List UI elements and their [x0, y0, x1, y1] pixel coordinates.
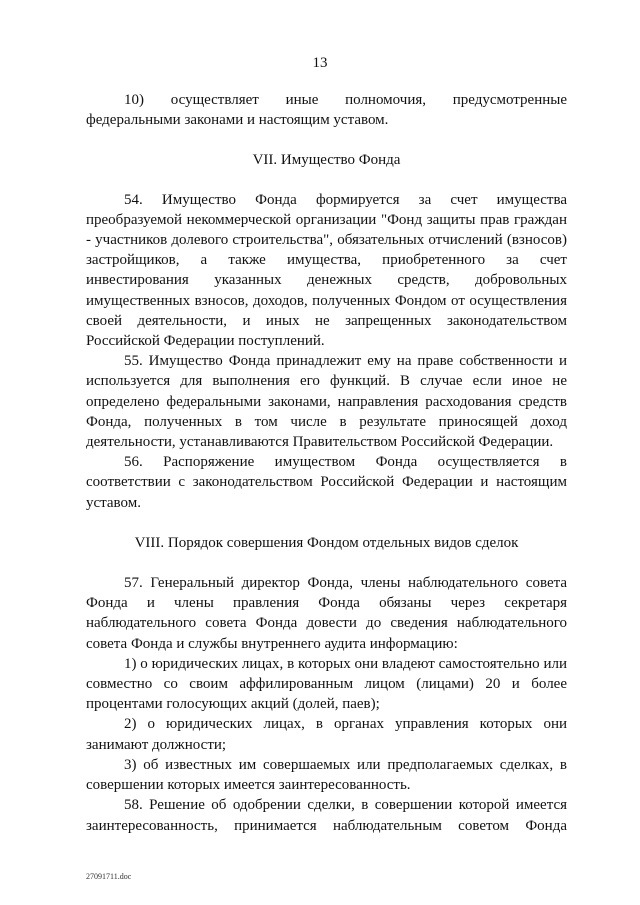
document-footer: 27091711.doc [86, 872, 132, 881]
section-heading-8: VIII. Порядок совершения Фондом отдельных видов сделок [134, 534, 519, 551]
paragraph-57: 57. Генеральный директор Фонда, члены наблюдательного совета Фонда и члены правления Фонда обязаны через секретаря наблюдательного совета Фонда довести до сведения наблюдательного совета Фонда и службы внутреннего аудита информацию: [86, 575, 567, 652]
paragraph-10: 10) осуществляет иные полномочия, предусмотренные федеральными законами и настоящим уставом. [86, 92, 567, 129]
paragraph-57-item-1: 1) о юридических лицах, в которых они владеют самостоятельно или совместно со своим аффилированным лицом (лицами) 20 и более процентами голосующих акций (долей, паев); [86, 655, 567, 713]
paragraph-56: 56. Распоряжение имуществом Фонда осуществляется в соответствии с законодательством Российской Федерации и настоящим уставом. [86, 454, 567, 511]
paragraph-57-item-2: 2) о юридических лицах, в органах управления которых они занимают должности; [86, 716, 567, 753]
paragraph-54: 54. Имущество Фонда формируется за счет имущества преобразуемой некоммерческой организации "Фонд защиты прав граждан - участников долевого строительства", обязательных отчислений (взносов) застройщиков, а также имущества, приобретенного за счет инвестирования указанных денежных средств, добровольных имущественных взносов, доходов, полученных Фондом от осуществления своей деятельности, и иных не запрещенных законодательством Российской Федерации поступлений. [86, 191, 567, 350]
paragraph-57-item-3: 3) об известных им совершаемых или предполагаемых сделках, в совершении которых имеется заинтересованность. [86, 756, 567, 794]
document-body [86, 90, 567, 836]
page-number: 13 [312, 55, 328, 71]
paragraph-55: 55. Имущество Фонда принадлежит ему на праве собственности и используется для выполнения его функций. В случае если иное не определено федеральными законами, направления расходования средств Фонда, полученных в том числе в результате приносящей доход деятельности, устанавливаются Правительством Российской Федерации. [86, 353, 567, 451]
paragraph-58: 58. Решение об одобрении сделки, в совершении которой имеется заинтересованность, принимается наблюдательным советом Фонда [86, 797, 567, 834]
section-heading-7: VII. Имущество Фонда [252, 152, 401, 169]
